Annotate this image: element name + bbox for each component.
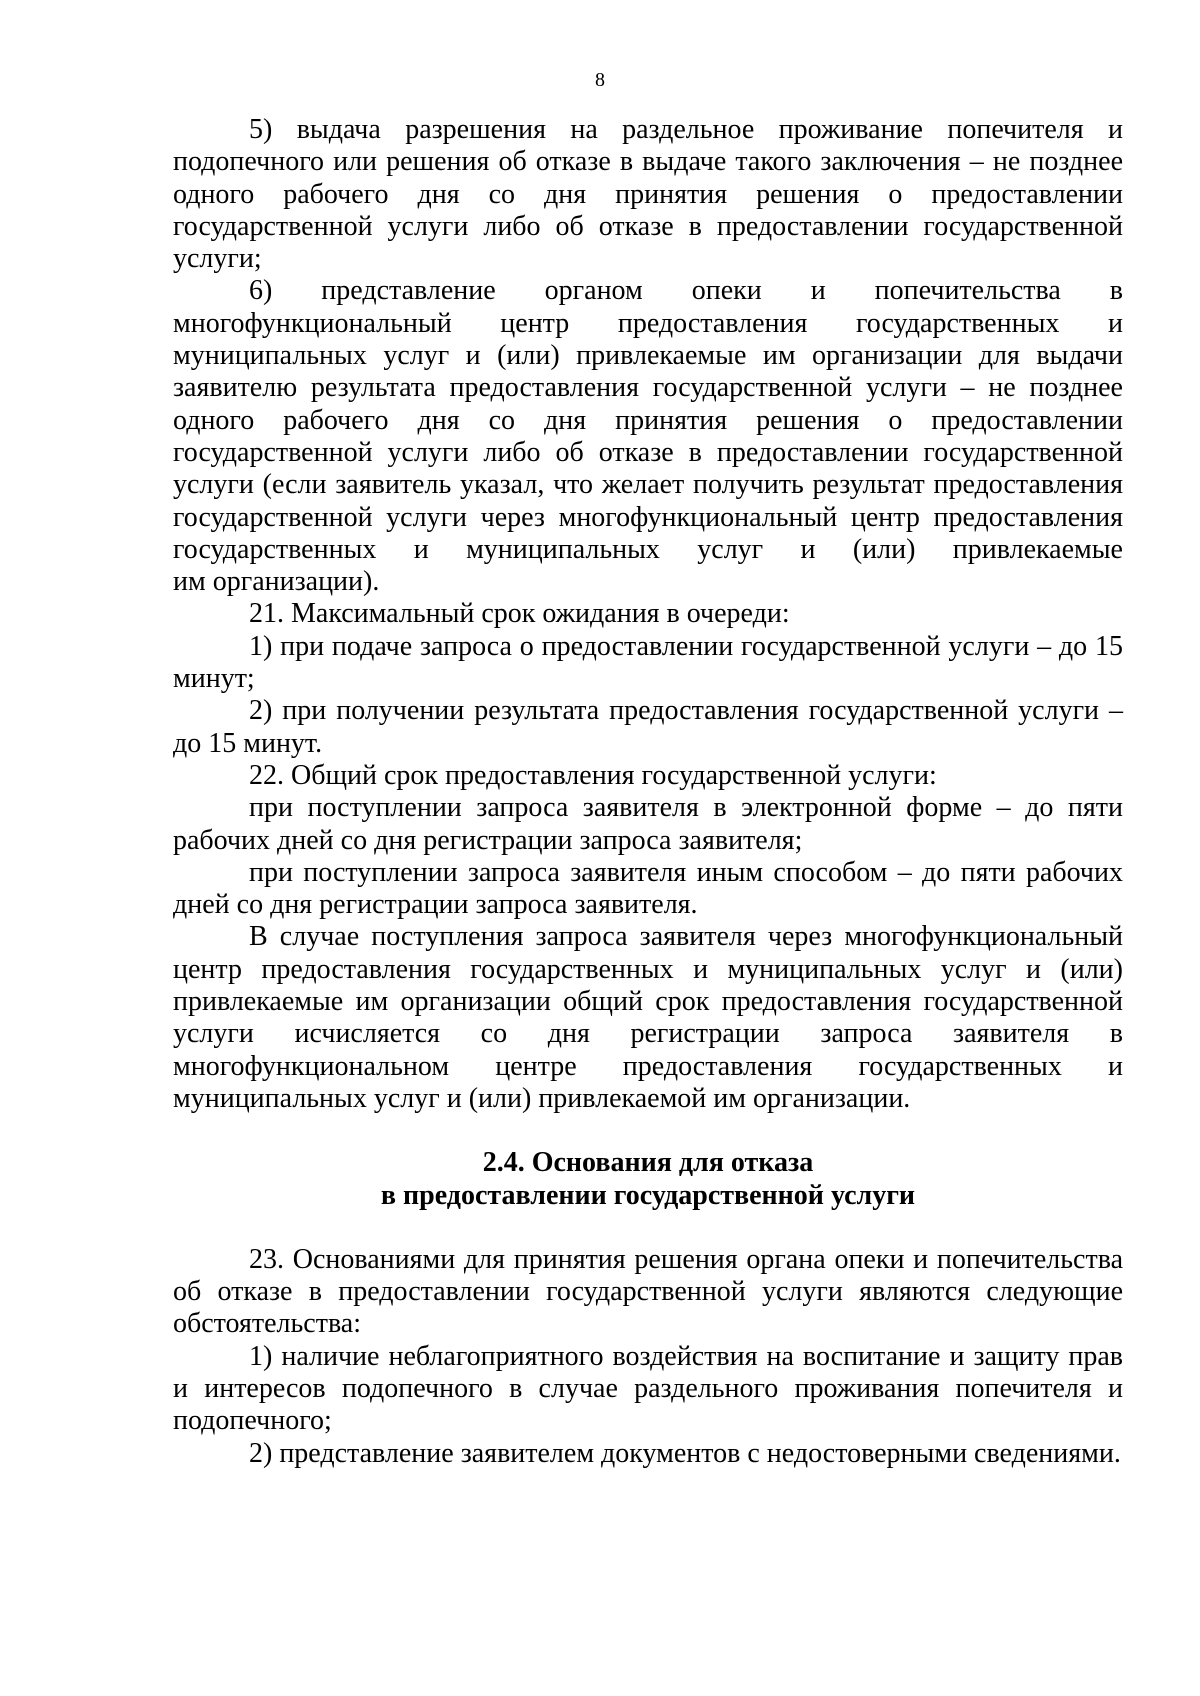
paragraph-22: 22. Общий срок предоставления государственной услуги: <box>249 759 937 791</box>
paragraph-21: 21. Максимальный срок ожидания в очереди: <box>249 598 790 630</box>
paragraph-21-item-2: 2) при получении результата предоставления государственной услуги – до 15 минут. <box>173 695 1123 759</box>
paragraph-21-item-1: 1) при подаче запроса о предоставлении государственной услуги – до 15 минут; <box>173 630 1123 695</box>
section-heading-line2: в предоставлении государственной услуги <box>380 1179 916 1211</box>
document-body <box>173 114 1123 1470</box>
paragraph-22-other: при поступлении запроса заявителя иным способом – до пяти рабочих дней со дня регистрации запроса заявителя. <box>173 856 1123 921</box>
paragraph-item-6-continuation: им организации). <box>173 566 380 598</box>
paragraph-item-5: 5) выдача разрешения на раздельное проживание попечителя и подопечного или решения об отказе в выдаче такого заключения – не позднее одного рабочего дня со дня принятия решения о предоставлении государственной услуги либо об отказе в предоставлении государственной услуги; <box>173 114 1123 275</box>
paragraph-23: 23. Основаниями для принятия решения органа опеки и попечительства об отказе в предоставлении государственной услуги являются следующие обстоятельства: <box>173 1243 1123 1340</box>
section-heading-line1: 2.4. Основания для отказа <box>482 1147 814 1179</box>
paragraph-item-6: 6) представление органом опеки и попечительства в многофункциональный центр предоставления государственных и муниципальных услуг и (или) привлекаемые им организации для выдачи заявителю результата предоставления государственной услуги – не позднее одного рабочего дня со дня принятия решения о предоставлении государственной услуги либо об отказе в предоставлении государственной услуги (если заявитель указал, что желает получить результат предоставления государственной услуги через многофункциональный центр предоставления государственных и муниципальных услуг и (или) привлекаемые <box>173 275 1123 565</box>
page-number: 8 <box>595 69 605 91</box>
paragraph-22-electronic: при поступлении запроса заявителя в электронной форме – до пяти рабочих дней со дня регистрации запроса заявителя; <box>173 792 1123 856</box>
paragraph-23-item-1: 1) наличие неблагоприятного воздействия на воспитание и защиту прав и интересов подопечного в случае раздельного проживания попечителя и подопечного; <box>173 1340 1123 1437</box>
paragraph-23-item-2: 2) представление заявителем документов с недостоверными сведениями. <box>249 1437 1121 1469</box>
paragraph-22-mfc: В случае поступления запроса заявителя через многофункциональный центр предоставления государственных и муниципальных услуг и (или) привлекаемые им организации общий срок предоставления государственной услуги исчисляется со дня регистрации запроса заявителя в многофункциональном центре предоставления государственных и муниципальных услуг и (или) привлекаемой им организации. <box>173 921 1123 1114</box>
section-heading <box>173 1147 1123 1212</box>
